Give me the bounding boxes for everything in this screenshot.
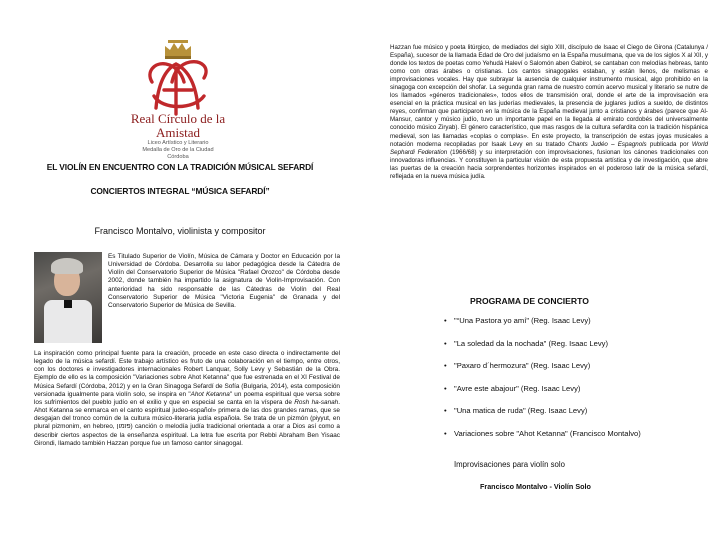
program-item: • Variaciones sobre "Ahot Ketanna" (Francisco Montalvo) xyxy=(444,428,641,438)
right-page xyxy=(360,0,720,541)
soloist-credit: Francisco Montalvo - Violín Solo xyxy=(480,482,591,491)
improvisation-line: Improvisaciones para violín solo xyxy=(454,460,565,469)
org-line-2: Medalla de Oro de la Ciudad xyxy=(142,147,214,153)
bullet-icon: • xyxy=(444,338,447,348)
org-line-1: Liceo Artístico y Literario xyxy=(147,140,209,146)
program-item: • "Paxaro d´hermozura" (Reg. Isaac Levy) xyxy=(444,361,591,370)
rosh-ha-sanah-italic: Rosh ha-sanah xyxy=(294,398,339,406)
program-item: • "Una matica de ruda" (Reg. Isaac Levy) xyxy=(444,406,588,415)
book-title-italic: Chants Judéo – Espagnols xyxy=(568,140,647,148)
bullet-icon: • xyxy=(444,406,447,415)
bullet-icon: • xyxy=(444,361,447,370)
crown-icon xyxy=(165,40,191,59)
program-list xyxy=(444,316,714,451)
program-item: • "Avre este abajour" (Reg. Isaac Levy) xyxy=(444,383,581,393)
hazzan-paragraph: Hazzan fue músico y poeta litúrgico, de mediados del siglo XIII, discípulo de Isaac el Ciego de Girona (Catalunya / España), sucesor de la llamada Edad de Oro del judaísmo en la España musulmana, que va de los siglos X al XII, y donde los textos de poetas como Yehudá Haleví o Salomón aben Gabirol, se cantaban con melodías hebreas, tanto como con otras árabes o cristianas. Los cantos sinagogales estaban, y están llenos, de melismas e improvisaciones vocales. Hay que subrayar la ausencia de cualquier instrumento musical, algo prohibido en la sinagoga con excepción del shofar. La segunda gran rama de nuestro común acervo musical y literario se nutre de los llamados «géneros tradicionales», todos ellos de transmisión oral, donde el arte de la improvisación era esencial en la práctica musical en las juderías medievales, la presencia de juglares judíos a sueldo, de distintos reyes, confirman que participaron en la música de la España medieval junto a cristianos y árabes (parece que Al-Mansur, cantor y músico judío, tuvo un importante papel en la llegada al emirato cordobés del universalmente conocido músico Ziryab). El género característico, que mas rasgos de la cultura sefardita con la tradición hispánica medieval, son las llamadas «coplas o complas». En este proyecto, la transcripción de estas joyas musicales a notación moderna recopiladas por Isaak Levy en su tratado Chants Judéo – Espagnols publicada por World Sephardi Federation (1966/68) y su interpretación con improvisaciones, fusionan los cánones tradicionales con innovadoras influencias. Y constituyen la particular visión de esta propuesta artística y de investigación, que abre las puertas de la creación hacia sorprendentes horizontes inspirados en el poderoso latir de la música sefardí, reflejada en la nueva música judía. xyxy=(390,44,708,180)
artist-photo xyxy=(34,252,102,343)
concert-title: EL VIOLÍN EN ENCUENTRO CON LA TRADICIÓN MÚSICAL SEFARDÍ xyxy=(46,162,314,172)
org-name: Real Círculo de la Amistad xyxy=(130,111,226,140)
org-line-3: Córdoba xyxy=(167,154,189,160)
artist-name: Francisco Montalvo, violinista y compositor xyxy=(94,226,266,236)
program-item: • "La soledad da la nochada" (Reg. Isaac Levy) xyxy=(444,338,608,348)
program-item: • "“Una Pastora yo amí" (Reg. Isaac Levy) xyxy=(444,316,591,325)
concert-subtitle: CONCIERTOS INTEGRAL “MÚSICA SEFARDÍ” xyxy=(90,186,270,196)
bullet-icon: • xyxy=(444,383,447,393)
ahot-ketanna-italic: Ahot Ketanna xyxy=(190,390,230,398)
org-name-block xyxy=(108,112,248,161)
program-title: PROGRAMA DE CONCIERTO xyxy=(470,296,589,306)
club-logo-monogram xyxy=(118,38,238,120)
bullet-icon: • xyxy=(444,316,447,325)
inspiration-paragraph: La inspiración como principal fuente para la creación, procede en este caso directa o indirectamente del legado de la música sefardí. Este trabajo artístico es fruto de una colaboración en el tiempo, entre otros, con los doctores e investigadores internacionales Robert Lanquar, Solly Levy y Sebastián de la Obra. Ejemplo de ello es la composición "Variaciones sobre Ahot Ketanna" que fue estrenada en el XI Festival de Música Sefardí (Córdoba, 2012) y en la Gran Sinagoga Sefardí de Sofía (Bulgaria, 2014), esta composición versionada igualmente para violín solo, se inspira en "Ahot Ketanna" un poema espiritual que versa sobre los sufrimientos del pueblo judío en el exilio y que en especial se canta en la víspera de Rosh ha-sanah. Ahot Ketanna se enmarca en el canto espiritual judeo-español» primera de las dos grandes ramas, que se desgajan del tronco común de la cultura músico-literaria judía española. Se trata de un pizmón (piyyut, en plural pizmonim, en hebreo, פזמון) canción o melodía judía tradicional orientada a orar a Dios así como a describir ciertos aspectos de la enseñanza espiritual. La letra fue escrita por Rebbi Abraham Ben Yisaac Girondi, llamado también Hazzan porque fue un famoso cantor sinagogal. xyxy=(34,350,341,447)
publisher-italic: World Sephardi Federation xyxy=(390,140,708,156)
bullet-icon: • xyxy=(444,428,447,438)
rca-monogram xyxy=(150,62,206,114)
artist-bio: Es Titulado Superior de Violín, Música de Cámara y Doctor en Educación por la Universidad de Córdoba. Desarrolla su labor pedagógica desde la Cátedra de Violín del Conservatorio Superior de Música "Rafael Orozco" de Córdoba desde 2002, donde también ha impartido la asignatura de Violín-Improvisación. Con anterioridad ha sido responsable de las Cátedras de Violín del Real Conservatorio Superior de Música "Victoria Eugenia" de Granada y del Conservatorio Superior de Música de Sevilla. xyxy=(108,253,340,309)
